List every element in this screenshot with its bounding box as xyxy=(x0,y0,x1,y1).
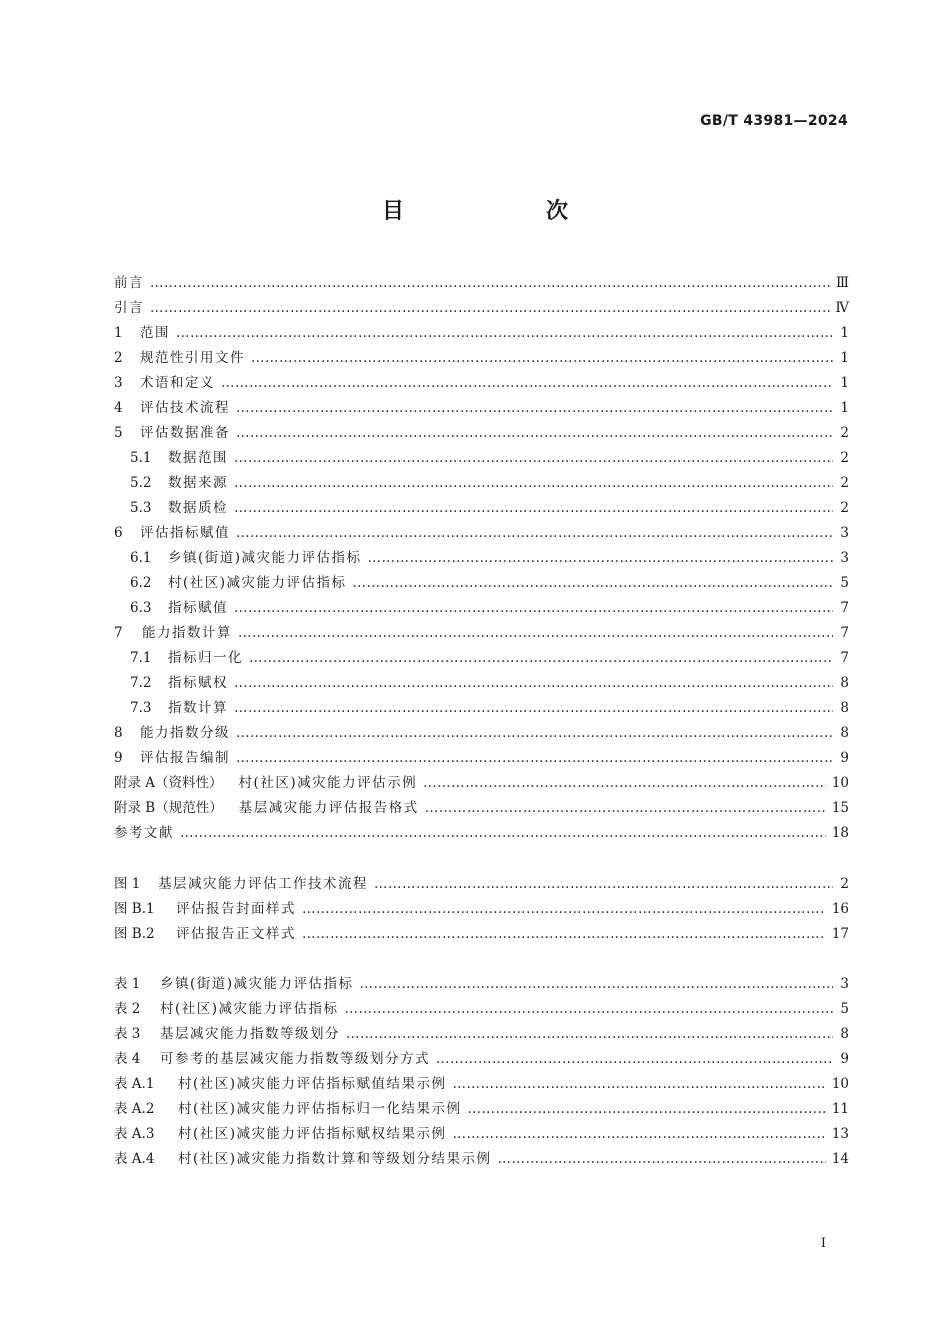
toc-page: 7 xyxy=(840,650,849,666)
toc-entry-9[interactable] xyxy=(114,746,849,771)
toc-entry-7[interactable] xyxy=(114,621,849,646)
toc-number: 6.3 xyxy=(130,600,152,616)
figure-entry[interactable] xyxy=(114,897,849,922)
toc-entry-7-2[interactable] xyxy=(114,671,849,696)
toc-page: Ⅳ xyxy=(835,300,849,316)
table-label: 可参考的基层减灾能力指数等级划分方式 xyxy=(160,1051,430,1067)
toc-page: 8 xyxy=(840,700,849,716)
toc-number: 9 xyxy=(114,750,123,766)
leader-dots xyxy=(302,926,826,942)
toc-entry-6-3[interactable] xyxy=(114,596,849,621)
toc-entry-6[interactable] xyxy=(114,521,849,546)
toc-label: 评估数据准备 xyxy=(140,425,230,441)
toc-entry-2[interactable] xyxy=(114,346,849,371)
table-page: 10 xyxy=(831,1076,849,1092)
toc-page: 2 xyxy=(840,500,849,516)
toc-label: 评估报告编制 xyxy=(140,750,230,766)
table-number: 表 1 xyxy=(114,976,141,992)
figure-entry[interactable] xyxy=(114,922,849,947)
toc-label: 能力指数计算 xyxy=(142,625,232,641)
table-entry[interactable] xyxy=(114,1147,849,1172)
toc-number: 2 xyxy=(114,350,123,366)
leader-dots xyxy=(346,1026,833,1042)
leader-dots xyxy=(249,650,833,666)
toc-label: 规范性引用文件 xyxy=(140,350,245,366)
table-label: 村(社区)减灾能力评估指标归一化结果示例 xyxy=(178,1101,462,1117)
toc-page: 3 xyxy=(840,550,849,566)
toc-entry-5[interactable] xyxy=(114,421,849,446)
leader-dots xyxy=(236,750,833,766)
leader-dots xyxy=(360,976,833,992)
leader-dots xyxy=(236,525,833,541)
toc-number: 3 xyxy=(114,375,123,391)
table-label: 村(社区)减灾能力评估指标赋权结果示例 xyxy=(178,1126,447,1142)
leader-dots xyxy=(453,1126,826,1142)
table-page: 3 xyxy=(840,976,849,992)
toc-entry-5-1[interactable] xyxy=(114,446,849,471)
table-number: 表 A.4 xyxy=(114,1151,155,1167)
footer-page-number: I xyxy=(820,1236,826,1251)
table-number: 表 A.1 xyxy=(114,1076,155,1092)
leader-dots xyxy=(498,1151,826,1167)
leader-dots xyxy=(234,700,833,716)
figure-page: 2 xyxy=(840,876,849,892)
figure-page: 16 xyxy=(831,901,849,917)
toc-number: 5.1 xyxy=(130,450,152,466)
toc-number: 附录 B（规范性） xyxy=(114,800,223,816)
toc-number: 7.3 xyxy=(130,700,152,716)
toc-number: 5.3 xyxy=(130,500,152,516)
table-number: 表 2 xyxy=(114,1001,141,1017)
leader-dots xyxy=(234,450,833,466)
toc-number: 6.1 xyxy=(130,550,152,566)
figure-page: 17 xyxy=(831,926,849,942)
toc-page: 15 xyxy=(831,800,849,816)
toc-entry-8[interactable] xyxy=(114,721,849,746)
leader-dots xyxy=(345,1001,833,1017)
table-page: 5 xyxy=(840,1001,849,1017)
toc-entry-5-2[interactable] xyxy=(114,471,849,496)
table-label: 村(社区)减灾能力评估指标赋值结果示例 xyxy=(178,1076,447,1092)
toc-entry-references[interactable] xyxy=(114,821,849,846)
toc-number: 7 xyxy=(114,625,123,641)
table-number: 表 4 xyxy=(114,1051,141,1067)
table-page: 11 xyxy=(831,1101,849,1117)
toc-entry-5-3[interactable] xyxy=(114,496,849,521)
toc-label: 数据质检 xyxy=(168,500,228,516)
table-entry[interactable] xyxy=(114,1097,849,1122)
leader-dots xyxy=(302,901,826,917)
toc-page: 8 xyxy=(840,725,849,741)
toc-number: 4 xyxy=(114,400,123,416)
toc-label: 数据范围 xyxy=(168,450,228,466)
toc-page: 10 xyxy=(831,775,849,791)
toc-entry-appendix-a[interactable] xyxy=(114,771,849,796)
figure-number: 图 B.2 xyxy=(114,926,155,942)
toc-number: 8 xyxy=(114,725,123,741)
table-page: 13 xyxy=(831,1126,849,1142)
toc-page: 18 xyxy=(831,825,849,841)
table-number: 表 A.3 xyxy=(114,1126,155,1142)
toc-page: 1 xyxy=(840,325,849,341)
toc-label: 乡镇(街道)减灾能力评估指标 xyxy=(168,550,362,566)
toc-label: 评估指标赋值 xyxy=(140,525,230,541)
toc-entry-1[interactable] xyxy=(114,321,849,346)
toc-number: 6.2 xyxy=(130,575,152,591)
leader-dots xyxy=(436,1051,833,1067)
toc-page: 1 xyxy=(840,400,849,416)
table-of-contents xyxy=(114,271,849,1172)
toc-label: 引言 xyxy=(114,300,144,316)
figure-number: 图 B.1 xyxy=(114,901,155,917)
toc-entry-6-2[interactable] xyxy=(114,571,849,596)
toc-label: 指标赋值 xyxy=(168,600,228,616)
toc-page: 7 xyxy=(840,625,849,641)
leader-dots xyxy=(468,1101,826,1117)
leader-dots xyxy=(368,550,833,566)
table-page: 8 xyxy=(840,1026,849,1042)
leader-dots xyxy=(234,500,833,516)
table-page: 14 xyxy=(831,1151,849,1167)
toc-label: 术语和定义 xyxy=(140,375,215,391)
toc-label: 数据来源 xyxy=(168,475,228,491)
toc-number: 7.2 xyxy=(130,675,152,691)
leader-dots xyxy=(236,725,833,741)
toc-label: 指标赋权 xyxy=(168,675,228,691)
toc-entry-6-1[interactable] xyxy=(114,546,849,571)
table-number: 表 A.2 xyxy=(114,1101,155,1117)
figure-entry[interactable] xyxy=(114,872,849,897)
table-label: 基层减灾能力指数等级划分 xyxy=(160,1026,340,1042)
toc-label: 指数计算 xyxy=(168,700,228,716)
leader-dots xyxy=(453,1076,826,1092)
toc-number: 5 xyxy=(114,425,123,441)
toc-page: 7 xyxy=(840,600,849,616)
toc-label: 前言 xyxy=(114,275,144,291)
leader-dots xyxy=(150,300,830,316)
table-page: 9 xyxy=(840,1051,849,1067)
figure-number: 图 1 xyxy=(114,876,141,892)
toc-number: 6 xyxy=(114,525,123,541)
figure-label: 基层减灾能力评估工作技术流程 xyxy=(158,876,368,892)
table-entry[interactable] xyxy=(114,972,849,997)
leader-dots xyxy=(236,425,833,441)
toc-page: 9 xyxy=(840,750,849,766)
standard-code: GB/T 43981—2024 xyxy=(700,113,848,129)
leader-dots xyxy=(180,825,826,841)
figure-label: 评估报告封面样式 xyxy=(176,901,296,917)
figure-label: 评估报告正文样式 xyxy=(176,926,296,942)
toc-page: 2 xyxy=(840,450,849,466)
toc-entry-foreword[interactable] xyxy=(114,271,849,296)
toc-number: 1 xyxy=(114,325,123,341)
leader-dots xyxy=(423,775,826,791)
table-label: 村(社区)减灾能力指数计算和等级划分结果示例 xyxy=(178,1151,492,1167)
table-entry[interactable] xyxy=(114,1047,849,1072)
toc-page: 5 xyxy=(840,575,849,591)
toc-label: 参考文献 xyxy=(114,825,174,841)
toc-number: 附录 A（资料性） xyxy=(114,775,223,791)
toc-page: 8 xyxy=(840,675,849,691)
toc-entry-4[interactable] xyxy=(114,396,849,421)
toc-page: 2 xyxy=(840,475,849,491)
table-entry[interactable] xyxy=(114,1072,849,1097)
leader-dots xyxy=(425,800,826,816)
toc-label: 村(社区)减灾能力评估示例 xyxy=(238,775,418,791)
toc-page: 1 xyxy=(840,375,849,391)
toc-page: 1 xyxy=(840,350,849,366)
leader-dots xyxy=(251,350,833,366)
toc-page: Ⅲ xyxy=(835,275,849,291)
table-entry[interactable] xyxy=(114,1122,849,1147)
toc-entry-7-3[interactable] xyxy=(114,696,849,721)
page-title: 目 次 xyxy=(381,199,628,224)
leader-dots xyxy=(234,475,833,491)
toc-entry-3[interactable] xyxy=(114,371,849,396)
leader-dots xyxy=(374,876,833,892)
toc-number: 7.1 xyxy=(130,650,152,666)
table-label: 乡镇(街道)减灾能力评估指标 xyxy=(160,976,354,992)
leader-dots xyxy=(150,275,830,291)
toc-label: 指标归一化 xyxy=(168,650,243,666)
leader-dots xyxy=(176,325,833,341)
toc-label: 村(社区)减灾能力评估指标 xyxy=(168,575,347,591)
leader-dots xyxy=(236,400,833,416)
toc-label: 基层减灾能力评估报告格式 xyxy=(238,800,419,816)
toc-page: 3 xyxy=(840,525,849,541)
table-entry[interactable] xyxy=(114,1022,849,1047)
leader-dots xyxy=(234,600,833,616)
toc-number: 5.2 xyxy=(130,475,152,491)
leader-dots xyxy=(221,375,833,391)
toc-label: 评估技术流程 xyxy=(140,400,230,416)
toc-label: 能力指数分级 xyxy=(140,725,230,741)
leader-dots xyxy=(234,675,833,691)
table-number: 表 3 xyxy=(114,1026,141,1042)
toc-page: 2 xyxy=(840,425,849,441)
table-label: 村(社区)减灾能力评估指标 xyxy=(160,1001,339,1017)
leader-dots xyxy=(353,575,833,591)
toc-entry-appendix-b[interactable] xyxy=(114,796,849,821)
table-entry[interactable] xyxy=(114,997,849,1022)
toc-entry-7-1[interactable] xyxy=(114,646,849,671)
leader-dots xyxy=(238,625,833,641)
toc-label: 范围 xyxy=(140,325,170,341)
toc-entry-introduction[interactable] xyxy=(114,296,849,321)
